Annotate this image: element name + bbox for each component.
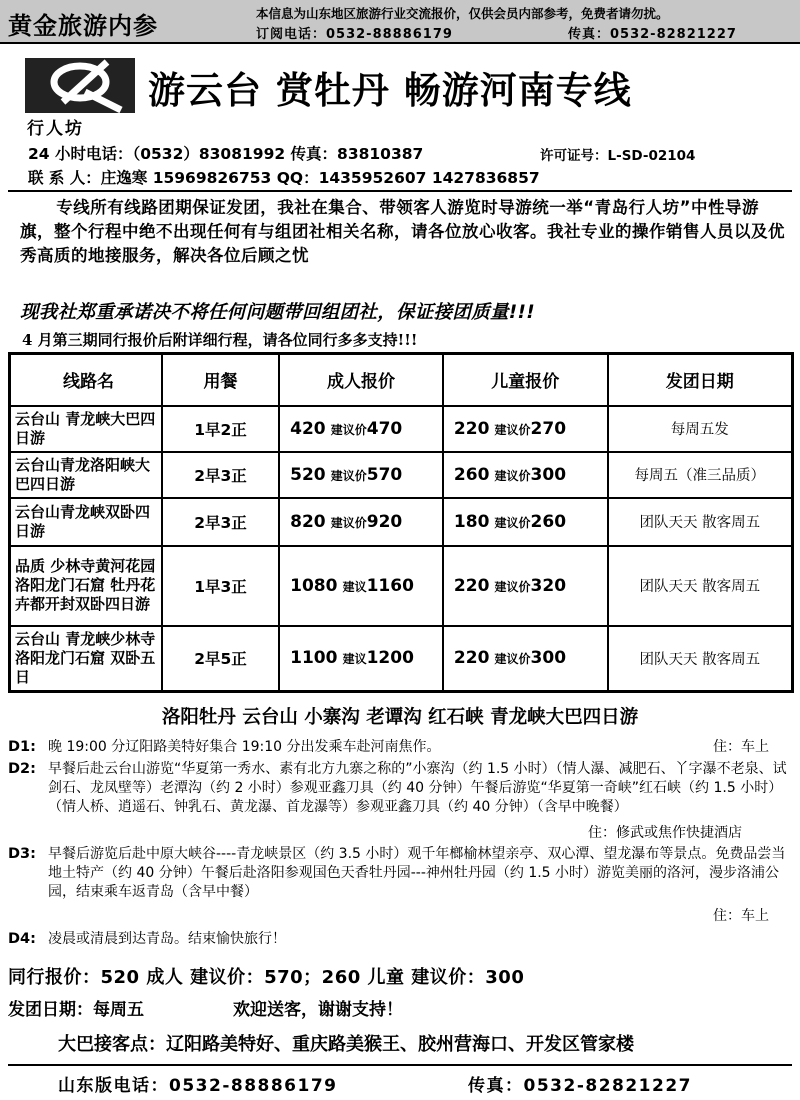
adult-suggest-price: 920 bbox=[366, 511, 403, 532]
intro-paragraph: 专线所有线路团期保证发团，我社在集合、带领客人游览时导游统一举“青岛行人坊”中性导游旗，整个行程中绝不出现任何有与组团社相关名称，请各位放心收客。我社专业的操作销售人员以及优秀高质的地接服务，解决各位后顾之忧 bbox=[20, 198, 785, 265]
child-price bbox=[443, 626, 608, 692]
suggest-label: 建议价 bbox=[494, 579, 531, 594]
thanks-note: 欢迎送客，谢谢支持！ bbox=[233, 1000, 403, 1020]
contact-phone-line bbox=[28, 142, 696, 164]
adult-price-value: 1080 bbox=[290, 575, 338, 596]
suggest-label: 建议价 bbox=[494, 515, 531, 530]
route-name: 云台山 青龙峡少林寺 洛阳龙门石窟 双卧五日 bbox=[10, 626, 162, 692]
departure-schedule: 团队天天 散客周五 bbox=[608, 546, 793, 626]
meal-plan: 1早3正 bbox=[162, 546, 279, 626]
promise-statement: 现我社郑重承诺决不将任何问题带回组团社，保证接团质量!!! bbox=[20, 302, 536, 323]
adult-price bbox=[279, 452, 443, 498]
brand-title: 黄金旅游内参 bbox=[8, 12, 158, 40]
meal-plan: 1早2正 bbox=[162, 406, 279, 452]
child-price bbox=[443, 546, 608, 626]
column-header: 成人报价 bbox=[279, 354, 443, 406]
adult-suggest-price: 470 bbox=[366, 418, 403, 439]
child-price bbox=[443, 406, 608, 452]
footer-phone: 山东版电话：0532-88886179 bbox=[58, 1076, 338, 1096]
day-accommodation: 住：车上 bbox=[713, 908, 769, 924]
route-name: 云台山青龙洛阳峡大巴四日游 bbox=[10, 452, 162, 498]
suggest-label: 建议 bbox=[342, 579, 367, 594]
table-row bbox=[10, 498, 793, 546]
suggest-label: 建议 bbox=[342, 652, 367, 667]
suggest-label: 建议价 bbox=[330, 515, 367, 530]
price-table bbox=[8, 352, 794, 693]
day-label: D3: bbox=[8, 846, 36, 862]
day-accommodation: 住：修武或焦作快捷酒店 bbox=[588, 825, 742, 841]
meal-plan: 2早3正 bbox=[162, 498, 279, 546]
departure-summary bbox=[8, 995, 403, 1020]
suggest-label: 建议价 bbox=[494, 652, 531, 667]
adult-price bbox=[279, 546, 443, 626]
suggest-label: 建议价 bbox=[330, 422, 367, 437]
route-name: 云台山 青龙峡大巴四日游 bbox=[10, 406, 162, 452]
member-notice: 本信息为山东地区旅游行业交流报价，仅供会员内部参考，免费者请勿扰。 bbox=[256, 6, 669, 21]
adult-price bbox=[279, 406, 443, 452]
divider bbox=[8, 1064, 792, 1066]
table-row bbox=[10, 626, 793, 692]
issue-note: 4 月第三期同行报价后附详细行程，请各位同行多多支持!!! bbox=[22, 331, 418, 349]
table-row bbox=[10, 406, 793, 452]
day-label: D4: bbox=[8, 931, 36, 947]
suggest-label: 建议价 bbox=[494, 422, 531, 437]
child-price-value: 220 bbox=[453, 418, 490, 439]
child-suggest-price: 300 bbox=[530, 648, 567, 669]
column-header: 发团日期 bbox=[608, 354, 793, 406]
day-accommodation: 住：车上 bbox=[713, 739, 769, 755]
departure-schedule: 每周五（准三品质） bbox=[608, 452, 793, 498]
footer-fax: 传真：0532-82821227 bbox=[468, 1076, 692, 1096]
adult-suggest-price: 570 bbox=[366, 464, 403, 485]
table-header-row bbox=[10, 354, 793, 406]
adult-price-value: 520 bbox=[290, 464, 326, 485]
child-price-value: 220 bbox=[453, 575, 490, 596]
child-suggest-price: 320 bbox=[530, 575, 567, 596]
table-row bbox=[10, 546, 793, 626]
suggest-label: 建议价 bbox=[330, 468, 367, 483]
adult-suggest-price: 1160 bbox=[366, 575, 414, 596]
route-name: 品质 少林寺黄河花园 洛阳龙门石窟 牡丹花卉都开封双卧四日游 bbox=[10, 546, 162, 626]
child-price-value: 180 bbox=[453, 511, 490, 532]
adult-price bbox=[279, 626, 443, 692]
day-label: D1: bbox=[8, 739, 36, 755]
contact-phone-fax: 24 小时电话：（0532）83081992 传真：83810387 bbox=[28, 145, 424, 163]
day-description: 早餐后游览后赴中原大峡谷----青龙峡景区（约 3.5 小时）观千年榔榆林望亲亭、双心潭、望龙瀑布等景点。免费品尝当地土特产（约 40 分钟）午餐后赴洛阳参观国色天香牡丹园---神州牡丹园（约 1.5 小时）游览美丽的洛河，漫步洛浦公园，结束乘车返青岛（含早中餐） bbox=[48, 846, 786, 900]
departure-schedule: 团队天天 散客周五 bbox=[608, 626, 793, 692]
child-suggest-price: 270 bbox=[530, 418, 567, 439]
footer bbox=[58, 1071, 692, 1096]
departure-schedule: 团队天天 散客周五 bbox=[608, 498, 793, 546]
suggest-label: 建议价 bbox=[494, 468, 531, 483]
child-price-value: 260 bbox=[453, 464, 490, 485]
column-header: 用餐 bbox=[162, 354, 279, 406]
day-description: 晚 19:00 分辽阳路美特好集合 19:10 分出发乘车赴河南焦作。 bbox=[48, 739, 441, 755]
child-price bbox=[443, 498, 608, 546]
pickup-points: 大巴接客点：辽阳路美特好、重庆路美猴王、胶州营海口、开发区管家楼 bbox=[58, 1034, 634, 1055]
day-description: 早餐后赴云台山游览“华夏第一秀水、素有北方九寨之称的”小寨沟（约 1.5 小时）（情人瀑、减肥石、丫字瀑不老泉、试剑石、龙凤壁等）老潭沟（约 2 小时）参观亚鑫刀具（约 40 分钟）午餐后游览“华夏第一奇峡”红石峡（约 1.5 小时）（情人桥、逍遥石、钟乳石、黄龙瀑、首龙瀑等）参观亚鑫刀具（约 40 分钟）（含早中晚餐） bbox=[48, 761, 787, 815]
xingrenfang-logo-icon bbox=[25, 58, 135, 113]
company-logo bbox=[25, 58, 135, 139]
adult-price bbox=[279, 498, 443, 546]
day-label: D2: bbox=[8, 761, 36, 777]
meal-plan: 2早3正 bbox=[162, 452, 279, 498]
adult-suggest-price: 1200 bbox=[366, 648, 414, 669]
contact-person-line: 联 系 人：庄逸寒 15969826753 QQ：1435952607 1427836857 bbox=[28, 169, 540, 187]
departure-schedule: 每周五发 bbox=[608, 406, 793, 452]
table-row bbox=[10, 452, 793, 498]
license-number: 许可证号：L-SD-02104 bbox=[540, 148, 696, 164]
departure-day: 发团日期：每周五 bbox=[8, 1000, 144, 1020]
page-headline: 游云台 赏牡丹 畅游河南专线 bbox=[148, 68, 632, 112]
child-suggest-price: 260 bbox=[530, 511, 567, 532]
logo-text: 行人坊 bbox=[27, 119, 84, 139]
adult-price-value: 420 bbox=[290, 418, 326, 439]
column-header: 线路名 bbox=[10, 354, 162, 406]
child-suggest-price: 300 bbox=[530, 464, 567, 485]
column-header: 儿童报价 bbox=[443, 354, 608, 406]
divider bbox=[8, 190, 792, 192]
peer-price-summary: 同行报价：520 成人 建议价：570；260 儿童 建议价：300 bbox=[8, 967, 525, 988]
order-phone: 订阅电话：0532-88886179 bbox=[256, 27, 453, 42]
route-name: 云台山青龙峡双卧四日游 bbox=[10, 498, 162, 546]
header-bar bbox=[0, 0, 800, 44]
tour-title: 洛阳牡丹 云台山 小寨沟 老谭沟 红石峡 青龙峡大巴四日游 bbox=[161, 707, 639, 728]
day-description: 凌晨或清晨到达青岛。结束愉快旅行！ bbox=[48, 931, 286, 947]
header-fax: 传真：0532-82821227 bbox=[568, 27, 737, 42]
adult-price-value: 820 bbox=[290, 511, 326, 532]
meal-plan: 2早5正 bbox=[162, 626, 279, 692]
adult-price-value: 1100 bbox=[290, 648, 338, 669]
child-price bbox=[443, 452, 608, 498]
child-price-value: 220 bbox=[453, 648, 490, 669]
